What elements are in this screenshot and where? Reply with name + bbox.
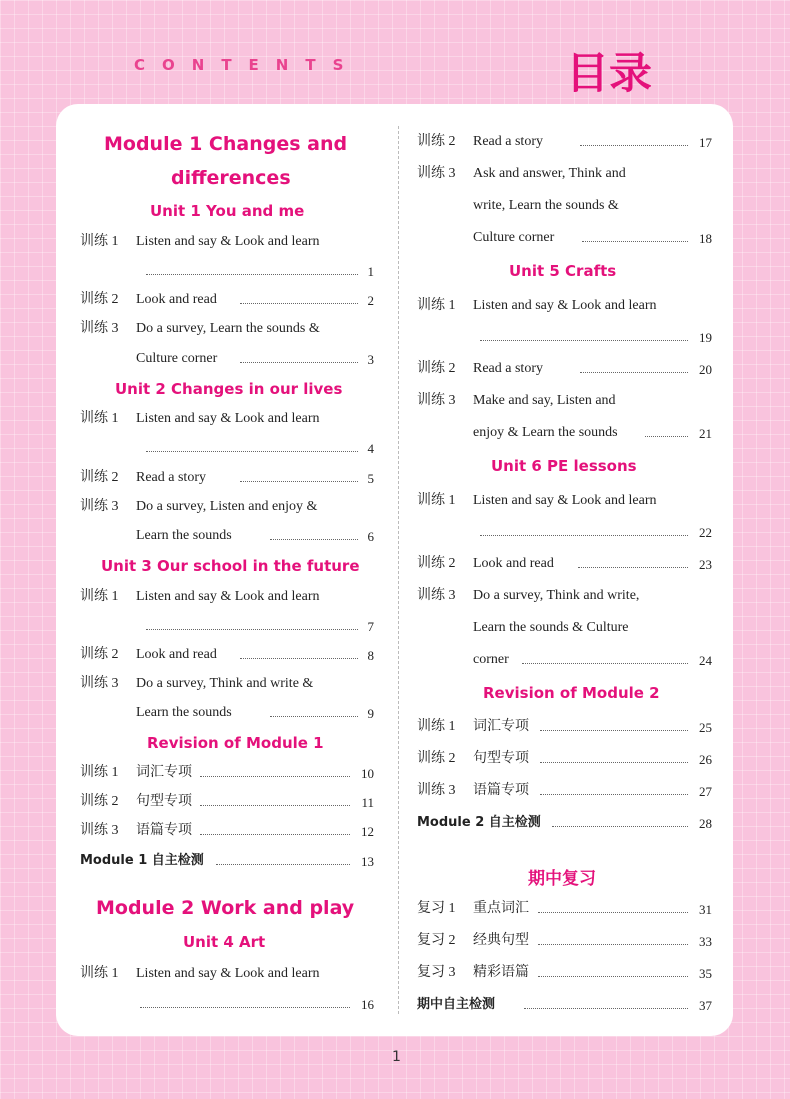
entry-label: 训练 2: [80, 647, 119, 662]
entry-title[interactable]: Listen and say & Look and learn: [473, 493, 657, 508]
leader-dots: [538, 976, 688, 977]
entry-title-cont[interactable]: corner: [473, 652, 509, 667]
entry-label: 训练 3: [80, 676, 119, 691]
leader-dots: [200, 805, 350, 806]
entry-label: 训练 2: [80, 470, 119, 485]
unit-6-heading: Unit 6 PE lessons: [491, 457, 637, 475]
revision-1-heading: Revision of Module 1: [147, 734, 324, 752]
entry-title[interactable]: Look and read: [136, 647, 217, 662]
page-number[interactable]: 37: [699, 998, 712, 1013]
entry-label: 训练 2: [417, 361, 456, 376]
entry-label: 训练 3: [417, 783, 456, 798]
page-number[interactable]: 24: [699, 653, 712, 668]
entry-label: 训练 3: [417, 393, 456, 408]
entry-label: 训练 1: [417, 298, 456, 313]
leader-dots: [522, 663, 688, 664]
entry-title[interactable]: 句型专项: [473, 751, 529, 766]
entry-title[interactable]: 重点词汇: [473, 901, 529, 916]
entry-label: 训练 2: [417, 556, 456, 571]
entry-title[interactable]: 词汇专项: [473, 719, 529, 734]
page-number[interactable]: 5: [367, 471, 374, 486]
page-number[interactable]: 22: [699, 525, 712, 540]
entry-title-cont[interactable]: Learn the sounds: [136, 528, 232, 543]
entry-label: 训练 1: [80, 765, 119, 780]
leader-dots: [578, 567, 688, 568]
module-1-test[interactable]: Module 1 自主检测: [80, 853, 204, 868]
page-number[interactable]: 27: [699, 784, 712, 799]
module-2-heading: Module 2 Work and play: [96, 897, 355, 919]
page-number[interactable]: 28: [699, 816, 712, 831]
unit-2-heading: Unit 2 Changes in our lives: [115, 380, 343, 398]
entry-label: 训练 3: [80, 321, 119, 336]
leader-dots: [146, 629, 358, 630]
unit-5-heading: Unit 5 Crafts: [509, 262, 617, 280]
entry-title[interactable]: 语篇专项: [136, 823, 192, 838]
leader-dots: [540, 762, 688, 763]
page-number[interactable]: 3: [367, 352, 374, 367]
entry-title[interactable]: Do a survey, Think and write &: [136, 676, 314, 691]
entry-label: 复习 1: [417, 901, 456, 916]
entry-title-cont[interactable]: Culture corner: [473, 230, 555, 245]
leader-dots: [552, 826, 688, 827]
entry-label: 训练 1: [80, 234, 119, 249]
module-1-heading: Module 1 Changes and: [104, 133, 348, 155]
module-1-heading-line2: differences: [171, 167, 291, 189]
leader-dots: [240, 362, 358, 363]
entry-title[interactable]: Do a survey, Think and write,: [473, 588, 640, 603]
leader-dots: [146, 451, 358, 452]
entry-label: 训练 2: [80, 292, 119, 307]
entry-title-cont[interactable]: write, Learn the sounds &: [473, 198, 619, 213]
entry-title-cont[interactable]: enjoy & Learn the sounds: [473, 425, 618, 440]
entry-title[interactable]: 精彩语篇: [473, 965, 529, 980]
leader-dots: [216, 864, 350, 865]
leader-dots: [200, 776, 350, 777]
entry-title[interactable]: Make and say, Listen and: [473, 393, 616, 408]
page-number[interactable]: 26: [699, 752, 712, 767]
entry-label: 训练 2: [80, 794, 119, 809]
page-number[interactable]: 13: [361, 854, 374, 869]
entry-label: 训练 1: [417, 493, 456, 508]
page-number[interactable]: 10: [361, 766, 374, 781]
entry-title[interactable]: 词汇专项: [136, 765, 192, 780]
entry-title[interactable]: Listen and say & Look and learn: [136, 589, 320, 604]
entry-title-cont[interactable]: Learn the sounds & Culture: [473, 620, 629, 635]
entry-label: 训练 1: [80, 589, 119, 604]
page-number[interactable]: 33: [699, 934, 712, 949]
entry-label: 训练 3: [80, 823, 119, 838]
page-footer-number: 1: [392, 1049, 401, 1065]
leader-dots: [582, 241, 688, 242]
leader-dots: [140, 1007, 350, 1008]
unit-1-heading: Unit 1 You and me: [150, 202, 305, 220]
page-title: 目录: [566, 49, 652, 99]
entry-label: 复习 3: [417, 965, 456, 980]
leader-dots: [240, 658, 358, 659]
entry-label: 训练 2: [417, 134, 456, 149]
leader-dots: [540, 794, 688, 795]
revision-2-heading: Revision of Module 2: [483, 684, 660, 702]
entry-title[interactable]: Listen and say & Look and learn: [136, 234, 320, 249]
page-number[interactable]: 23: [699, 557, 712, 572]
leader-dots: [480, 535, 688, 536]
entry-label: 训练 3: [80, 499, 119, 514]
page-number[interactable]: 8: [367, 648, 374, 663]
entry-title[interactable]: Look and read: [136, 292, 217, 307]
entry-title[interactable]: Do a survey, Learn the sounds &: [136, 321, 320, 336]
entry-label: 训练 1: [80, 411, 119, 426]
entry-title-cont[interactable]: Learn the sounds: [136, 705, 232, 720]
page-number[interactable]: 20: [699, 362, 712, 377]
page-number[interactable]: 35: [699, 966, 712, 981]
leader-dots: [524, 1008, 688, 1009]
page-number[interactable]: 6: [367, 529, 374, 544]
unit-4-heading: Unit 4 Art: [183, 933, 266, 951]
contents-label: CONTENTS: [134, 56, 361, 74]
entry-label: 训练 3: [417, 588, 456, 603]
leader-dots: [580, 372, 688, 373]
entry-title-cont[interactable]: Culture corner: [136, 351, 218, 366]
leader-dots: [540, 730, 688, 731]
entry-title[interactable]: Look and read: [473, 556, 554, 571]
midterm-heading: 期中复习: [528, 869, 596, 889]
page-number[interactable]: 31: [699, 902, 712, 917]
leader-dots: [240, 303, 358, 304]
entry-title[interactable]: Ask and answer, Think and: [473, 166, 626, 181]
page-number[interactable]: 2: [367, 293, 374, 308]
leader-dots: [538, 912, 688, 913]
column-divider: [398, 126, 399, 1014]
entry-title[interactable]: Do a survey, Listen and enjoy &: [136, 499, 318, 514]
leader-dots: [580, 145, 688, 146]
page-number[interactable]: 7: [367, 619, 374, 634]
entry-label: 训练 1: [80, 966, 119, 981]
unit-3-heading: Unit 3 Our school in the future: [101, 557, 360, 575]
entry-label: 训练 3: [417, 166, 456, 181]
entry-title[interactable]: Read a story: [473, 134, 543, 149]
entry-title[interactable]: Listen and say & Look and learn: [136, 966, 320, 981]
entry-title[interactable]: 句型专项: [136, 794, 192, 809]
entry-title[interactable]: Read a story: [473, 361, 543, 376]
leader-dots: [538, 944, 688, 945]
page-number[interactable]: 16: [361, 997, 374, 1012]
page-number[interactable]: 9: [367, 706, 374, 721]
entry-title[interactable]: Read a story: [136, 470, 206, 485]
page-number[interactable]: 25: [699, 720, 712, 735]
entry-title[interactable]: Listen and say & Look and learn: [473, 298, 657, 313]
page-number[interactable]: 12: [361, 824, 374, 839]
entry-title[interactable]: 语篇专项: [473, 783, 529, 798]
page-number[interactable]: 1: [367, 264, 374, 279]
leader-dots: [146, 274, 358, 275]
midterm-test[interactable]: 期中自主检测: [417, 997, 496, 1012]
entry-label: 训练 1: [417, 719, 456, 734]
entry-title[interactable]: Listen and say & Look and learn: [136, 411, 320, 426]
entry-label: 训练 2: [417, 751, 456, 766]
module-2-test[interactable]: Module 2 自主检测: [417, 815, 541, 830]
page-number[interactable]: 19: [699, 330, 712, 345]
page-number[interactable]: 18: [699, 231, 712, 246]
page-number[interactable]: 4: [367, 441, 374, 456]
entry-title[interactable]: 经典句型: [473, 933, 529, 948]
page-number[interactable]: 17: [699, 135, 712, 150]
leader-dots: [240, 481, 358, 482]
page-number[interactable]: 21: [699, 426, 712, 441]
entry-label: 复习 2: [417, 933, 456, 948]
page-number[interactable]: 11: [361, 795, 374, 810]
leader-dots: [480, 340, 688, 341]
leader-dots: [200, 834, 350, 835]
